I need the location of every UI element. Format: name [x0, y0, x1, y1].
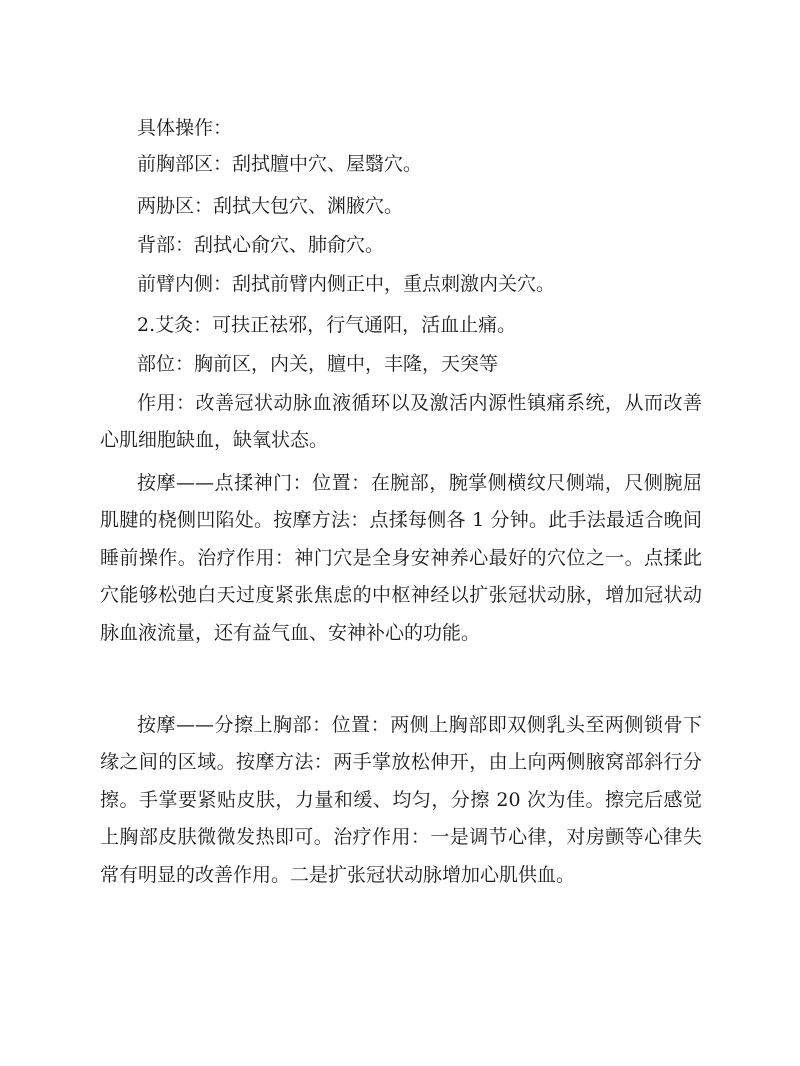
paragraph-massage-shenmen: 按摩——点揉神门：位置：在腕部，腕掌侧横纹尺侧端，尺侧腕屈肌腱的桡侧凹陷处。按摩方法：点揉每侧各 1 分钟。此手法最适合晚间睡前操作。治疗作用：神门穴是全身安神养心最好的穴位之一。点揉此穴能够松弛白天过度紧张焦虑的中枢神经以扩张冠状动脉，增加冠状动脉血液流量，还有益气血、安神补心的功能。	[100, 472, 702, 644]
text-line-locations: 部位：胸前区，内关，膻中，丰隆，天突等	[137, 353, 499, 375]
paragraph-effect: 作用：改善冠状动脉血液循环以及激活内源性镇痛系统，从而改善心肌细胞缺血，缺氧状态。	[100, 392, 702, 452]
text-line-flanks: 两胁区：刮拭大包穴、渊腋穴。	[137, 195, 404, 217]
text-line-moxibustion: 2.艾灸：可扶正祛邪，行气通阳，活血止痛。	[137, 314, 517, 336]
text-line-forearm: 前臂内侧：刮拭前臂内侧正中，重点刺激内关穴。	[137, 273, 556, 295]
text-line-front-chest: 前胸部区：刮拭膻中穴、屋翳穴。	[137, 153, 423, 175]
text-line-operations-heading: 具体操作：	[137, 117, 233, 139]
paragraph-massage-upper-chest: 按摩——分擦上胸部：位置：两侧上胸部即双侧乳头至两侧锁骨下缘之间的区域。按摩方法：两手掌放松伸开，由上向两侧腋窝部斜行分擦。手掌要紧贴皮肤，力量和缓、均匀，分擦 20 次为佳。擦完后感觉上胸部皮肤微微发热即可。治疗作用：一是调节心律，对房颤等心律失常有明显的改善作用。二是扩张冠状动脉增加心肌供血。	[100, 714, 702, 886]
text-line-back: 背部：刮拭心俞穴、肺俞穴。	[137, 234, 385, 256]
